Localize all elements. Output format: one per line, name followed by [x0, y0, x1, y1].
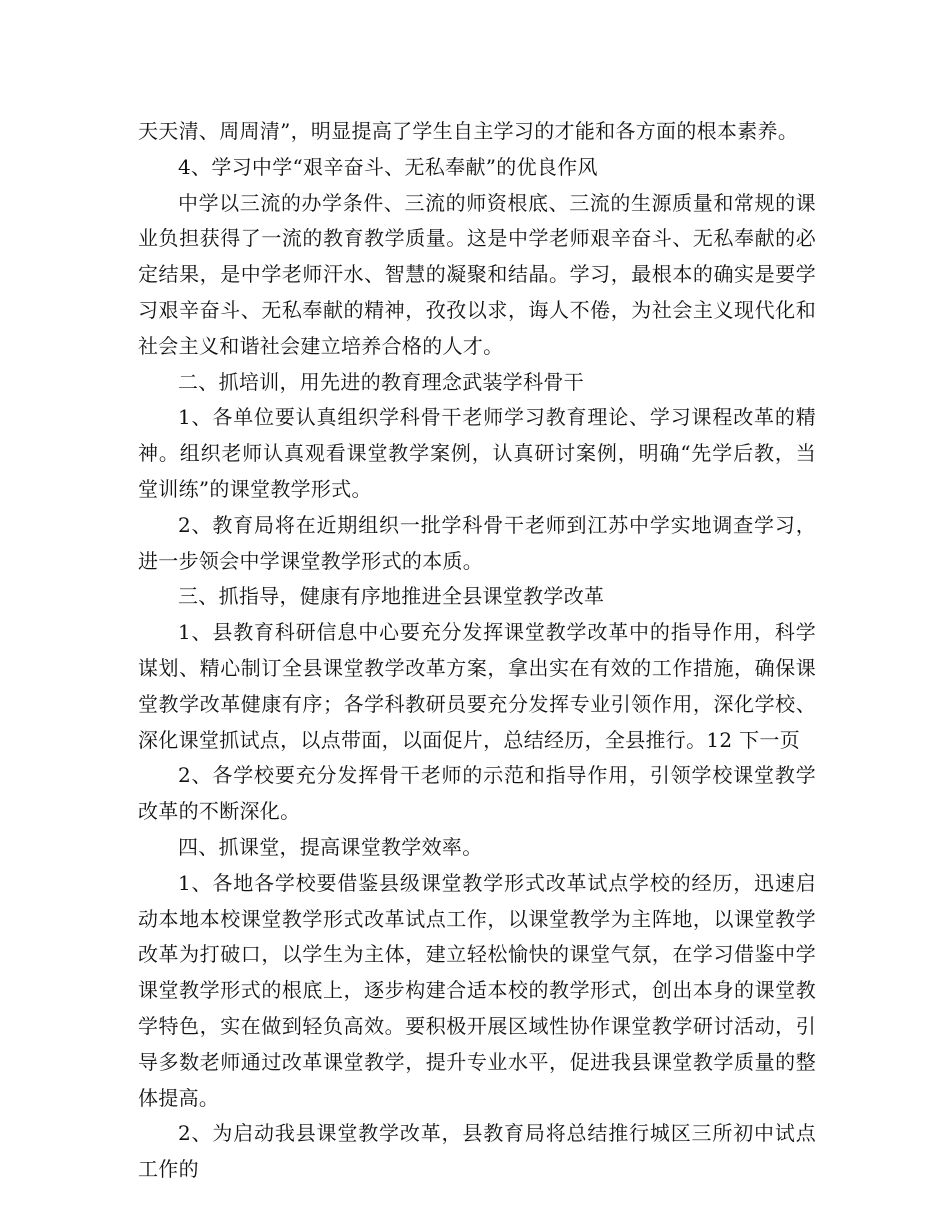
paragraph-12: 2、为启动我县课堂教学改革，县教育局将总结推行城区三所初中试点工作的 — [138, 1121, 816, 1182]
paragraph-1: 天天清、周周清”，明显提高了学生自主学习的才能和各方面的根本素养。 — [138, 119, 799, 143]
section-heading-3: 三、抓指导，健康有序地推进全县课堂教学改革 — [178, 584, 605, 609]
section-heading-2: 二、抓培训，用先进的教育理念武装学科骨干 — [178, 369, 584, 394]
section-heading-4: 四、抓课堂，提高课堂教学效率。 — [178, 834, 483, 859]
paragraph-3: 中学以三流的办学条件、三流的师资根底、三流的生源质量和常规的课业负担获得了一流的教育教学质量。这是中学老师艰辛奋斗、无私奉献的必定结果，是中学老师汗水、智慧的凝聚和结晶。学习，最根本的确实是要学习艰辛奋斗、无私奉献的精神，孜孜以求，诲人不倦，为社会主义现代化和社会主义和谐社会建立培养合格的人才。 — [138, 190, 816, 358]
paragraph-2: 4、学习中学“艰辛奋斗、无私奉献”的优良作风 — [178, 154, 598, 179]
paragraph-5: 1、各单位要认真组织学科骨干老师学习教育理论、学习课程改革的精神。组织老师认真观看课堂教学案例，认真研讨案例，明确“先学后教，当堂训练”的课堂教学形式。 — [138, 405, 816, 501]
paragraph-9: 2、各学校要充分发挥骨干老师的示范和指导作用，引领学校课堂教学改革的不断深化。 — [138, 763, 816, 824]
paragraph-11: 1、各地各学校要借鉴县级课堂教学形式改革试点学校的经历，迅速启动本地本校课堂教学形式改革试点工作，以课堂教学为主阵地，以课堂教学改革为打破口，以学生为主体，建立轻松愉快的课堂气氛，在学习借鉴中学课堂教学形式的根底上，逐步构建合适本校的教学形式，创出本身的课堂教学特色，实在做到轻负高效。要积极开展区域性协作课堂教学研讨活动，引导多数老师通过改革课堂教学，提升专业水平，促进我县课堂教学质量的整体提高。 — [138, 870, 816, 1110]
document-body — [138, 114, 816, 1188]
paragraph-6: 2、教育局将在近期组织一批学科骨干老师到江苏中学实地调查学习，进一步领会中学课堂教学形式的本质。 — [138, 512, 816, 573]
paragraph-8: 1、县教育科研信息中心要充分发挥课堂教学改革中的指导作用，科学谋划、精心制订全县课堂教学改革方案，拿出实在有效的工作措施，确保课堂教学改革健康有序；各学科教研员要充分发挥专业引领作用，深化学校、深化课堂抓试点，以点带面，以面促片，总结经历，全县推行。12 下一页 — [138, 620, 816, 752]
